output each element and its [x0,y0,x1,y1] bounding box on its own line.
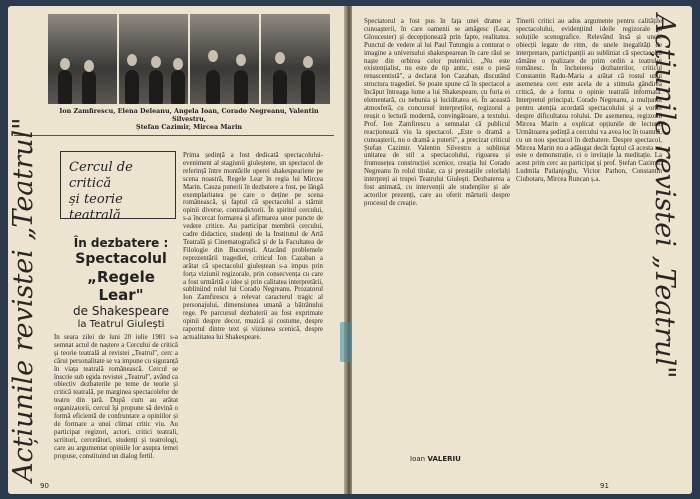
page-number-left: 90 [40,482,49,490]
photo-3 [190,14,259,104]
article-column-1: În seara zilei de luni 20 iulie 1981 s-a semnat actul de naștere a Cercului de critică și teorie teatrală al revistei „Teatrul", cerc a cărui personalitate se va impune cu siguranță în viața teatrală românească. Cercul se înscrie sub egida revistei „Teatrul", având ca obiectiv dezbaterile pe teme de teorie și critică teatrală, pe marginea spectacolelor de teatru din țară. După cum au arătat organizatorii, cercul își propune să devină o formă eficientă de confruntare a opiniilor și de formare a unui climat critic viu. Au participat regizori, actori, critici teatrali, scriitori, cercetători, studenți și teatrologi, care au argumentat opiniile lor asupra temei propuse, constituind un dialog fertil. [54,334,178,460]
page-number-right: 91 [600,482,609,490]
section-title-box [60,151,176,223]
caption-line-1: Ion Zamfirescu, Elena Deleanu, Angela Ioan, Corado Negreanu, Valentin Silvestru, [59,107,319,123]
photo-caption [48,107,330,131]
debate-title: „Regele Lear" [87,268,155,304]
caption-line-2: Ștefan Cazimir, Mircea Marin [135,123,243,131]
photo-2 [119,14,188,104]
debate-heading [62,236,180,332]
article-column-2: Prima ședință a fost dedicată spectacolului-eveniment al stagiunii giuleștene, un spectacol de referință între montările operei shakespeariene pe scena noastră, Regele Lear în regia lui Mircea Marin. Cauza punerii în dezbatere a fost, pe lângă exemplaritatea pe care o deține pe scena românească, și faptul că spectacolul a stârnit opinii diverse, contradictorii. În spiritul cercului, s-a încercat formarea și afirmarea unor puncte de vedere critice. Au participat membrii cercului, cadre didactice, studenți de la Institutul de Artă Teatrală și Cinematografică și de la Facultatea de Filologie din București. Atacând problemele reprezentării tragediei, criticul Ion Cazaban a arătat că spectacolul giuleștean s-a impus prin forța viziunii regizorale, prin consecvența cu care a fost urmărită o idee și prin calitatea interpretării, subliniind rolul lui Corado Negreanu. Prozatorul Ion Zamfirescu a relevat caracterul tragic al personajului, dimensiunea umană a bătrânului rege. Pe parcursul dezbaterii au fost exprimate opinii despre decor, muzică și costume, despre raportul dintre text și viziunea scenică, despre actualitatea lui Shakespeare. [183,152,323,341]
left-page [8,6,346,494]
debate-author: de Shakespeare [73,304,169,318]
right-page [352,6,692,494]
divider [14,135,334,136]
box-title-line-1: Cercul de critică [69,160,133,191]
article-column-4: Tinerii critici au adus argumente pentru calitățile spectacolului, evidențiind ideile regizorale și soluțiile scenografice. Relevând însă și unele obiecții legate de ritm, de unele inegalități de interpretare, participanții au subliniat că spectacolul rămâne o realizare de prim ordin a teatrului românesc. În încheierea dezbaterilor, criticul Constantin Radu-Maria a arătat că rostul unui asemenea cerc este acela de a stimula gândirea critică, de a forma o opinie teatrală informată. Interpretul principal, Corado Negreanu, a mulțumit pentru atenția acordată spectacolului și a vorbit despre dificultatea rolului. De asemenea, regizorul Mircea Marin a explicat opțiunile de lectură. Următoarea ședință a cercului va avea loc în toamnă, cu un nou spectacol în dezbatere. Despre spectacol, Mircea Marin nu a adăugat decât faptul că acesta nu este o demonstrație, ci o invitație la meditație. La acest prim cerc au participat și prof. Ștefan Cazimir, Ludmila Patlanjoglu, Victor Parhon, Constantin Ciubotaru, Mircea Runcan ș.a. [516,18,662,184]
debate-place: la Teatrul Giulești [77,319,165,330]
signature-prefix: Ioan [410,455,426,463]
photo-strip [48,14,330,104]
debate-intro: În dezbatere : [73,236,169,250]
box-title-line-2: și teorie teatrală [69,192,123,223]
side-title-right: Acțiunile revistei „Teatrul" [649,14,680,379]
photo-4 [261,14,330,104]
article-column-3: Spectatorul a fost pus în fața unei drame a cunoașterii, în care oamenii se amăgesc (Lear, Gloucester) și decepționează prin fapte, realitatea. Punctul de vedere al lui Paul Tutungiu a conturat o imagine a universului shakespearean în care răul se naște din orbirea celor puternici. „Nu este existențialist, nu este de tip antic, este o piesă renascentistă", a declarat Ion Cazaban, discutând structura tragediei. Se poate spune că în spectacol a încăput întreaga lume a lui Shakespeare, cu furia ei elementară, cu nebunia și luciditatea ei. În această atmosferă, cu concursul interpreților, regizorul a reușit o lectură modernă, convingătoare, a textului. Prof. Ion Zamfirescu a semnalat că publicul reacționează viu la spectacol. „Este o dramă a cunoașterii, nu o dramă a puterii", a precizat criticul Ștefan Cazimir. Valentin Silvestru a subliniat unitatea de stil a spectacolului, rigoarea și frumusețea construcției scenice, creația lui Corado Negreanu în rolul titular, ca și prestațiile celorlalți interpreți ai trupei Teatrului Giulești. Dezbaterea a fost animată, cu intervenții ale studenților și ale actorilor prezenți, care au oferit mărturii despre procesul de creație. [364,18,510,207]
debate-kind: Spectacolul [75,251,167,267]
photo-1 [48,14,117,104]
side-title-left: Acțiunile revistei „Teatrul" [8,117,39,482]
signature-name: VALERIU [427,455,461,463]
author-signature [410,455,461,463]
